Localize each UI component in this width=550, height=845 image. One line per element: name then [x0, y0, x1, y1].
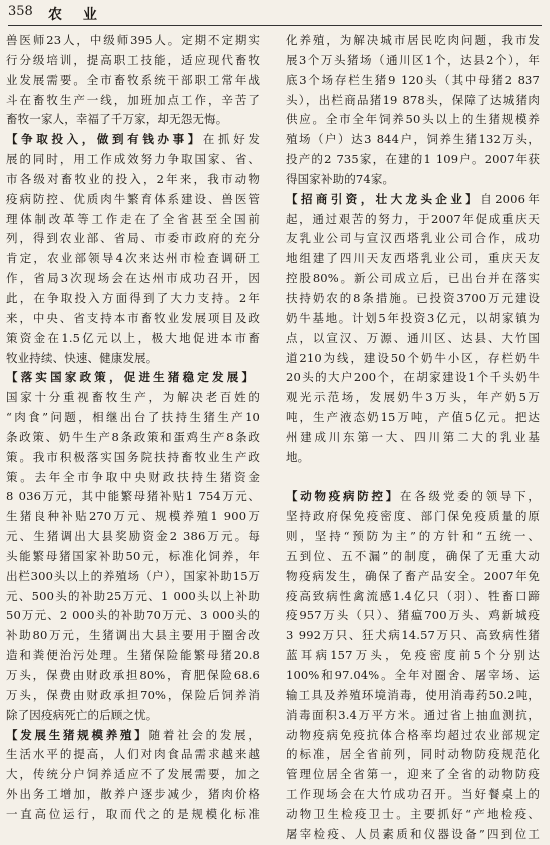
text-line [6, 388, 260, 408]
page-number: 358 [8, 4, 33, 19]
section-heading-line [6, 130, 260, 150]
text-line [6, 91, 260, 111]
line-text: 业发展需要。全市畜牧系统干部职工常年战 [6, 72, 260, 87]
text-line [6, 408, 260, 428]
line-text: 展的同时，用工作成效努力争取国家、省、 [6, 152, 260, 167]
line-text: 肯定，农业部领导4次来达州市检查调研工 [6, 251, 260, 266]
section-heading-line [6, 726, 260, 746]
text-line [6, 190, 260, 210]
line-text: 在抓好发 [202, 132, 260, 147]
text-line [286, 805, 540, 825]
text-line [6, 329, 260, 349]
line-text: 8 036万元，其中能繁母猪补贴1 754万元、 [6, 489, 260, 504]
line-text: 动物卫生检疫卫士。主要抓好“产地检疫、 [286, 806, 540, 821]
line-text: 斗在畜牧生产一线，加班加点工作，辛苦了 [6, 92, 260, 107]
text-line [286, 785, 540, 805]
text-line [286, 269, 540, 289]
line-text: 屠宰检疫、人员素质和仪器设备”四到位工 [286, 826, 540, 841]
line-text: 疫高致病性禽流感1.4亿只（羽）、牲畜口蹄 [286, 588, 540, 603]
text-line [286, 329, 540, 349]
line-text: 补助80万元，生猪调出大县主要用于圈舍改 [6, 628, 260, 643]
text-line [6, 567, 260, 587]
text-line [286, 289, 540, 309]
text-line [286, 309, 540, 329]
text-line [6, 626, 260, 646]
text-line [6, 170, 260, 190]
line-text: 自2006年 [480, 191, 540, 206]
text-line [286, 706, 540, 726]
line-text: 100%和97.04%。全年对圈舍、屠宰场、运 [286, 668, 540, 682]
text-line [6, 51, 260, 71]
line-text: 策。我市积极落实国务院扶持畜牧业生产政 [6, 449, 260, 464]
line-text: 畜牧一家人，幸福了千万家，却无怨无悔。 [6, 112, 228, 127]
text-line [6, 269, 260, 289]
text-line [6, 706, 260, 726]
line-text: 五到位、五不漏”的制度，确保了无重大动 [286, 548, 540, 563]
line-text: 地。 [286, 449, 310, 464]
text-line [6, 487, 260, 507]
text-line [6, 71, 260, 91]
line-text: 供应。全市全年饲养50头以上的生猪规模养 [286, 112, 540, 127]
line-text: 道210为线，建设50个奶牛小区，存栏奶牛 [286, 350, 540, 365]
text-line [286, 91, 540, 111]
line-text: 地组建了四川天友西塔乳业公司，重庆天友 [286, 251, 540, 266]
section-heading: 【发展生猪规模养殖】 [6, 727, 149, 742]
text-line [286, 745, 540, 765]
text-line [6, 587, 260, 607]
text-line [286, 567, 540, 587]
text-line [286, 349, 540, 369]
line-text: 条政策、奶牛生产8条政策和蛋鸡生产8条政 [6, 429, 260, 444]
text-line [286, 388, 540, 408]
text-line [286, 626, 540, 646]
line-text: 头能繁母猪国家补助50元，标准化饲养，年 [6, 548, 260, 563]
text-line [6, 805, 260, 825]
line-text: 万头，保费由财政承担80%，育肥保险68.6 [6, 668, 260, 682]
text-line [6, 785, 260, 805]
text-line [286, 428, 540, 448]
page-header [8, 4, 542, 24]
text-line [286, 448, 540, 468]
text-line [6, 349, 260, 369]
text-line [6, 765, 260, 785]
line-text: 奶牛基地。计划5年投资3亿元，以胡家镇为 [286, 310, 540, 325]
section-heading: 【争取投入，做到有钱办事】 [6, 132, 203, 147]
text-line [286, 408, 540, 428]
line-text: 吨，生产液态奶15万吨，产值5亿元。把达 [286, 410, 540, 425]
line-text: 随着社会的发展， [148, 727, 260, 742]
text-line [286, 606, 540, 626]
text-line [6, 289, 260, 309]
text-line [286, 249, 540, 269]
text-line [6, 606, 260, 626]
line-text: 外出务工增加，散养户逐步减少，猪肉价格 [6, 787, 260, 802]
line-text: 此，在争取投入方面得到了大力支持。2年 [6, 290, 260, 305]
line-text [256, 370, 260, 384]
line-text: 管理位居全省第一，迎来了全省的动物防疫 [286, 767, 540, 782]
line-text: 友乳业公司与宣汉西塔乳业公司合作，成功 [286, 231, 540, 246]
line-text: 行分级培训，提高职工技能，适应现代畜牧 [6, 52, 260, 67]
text-line [286, 51, 540, 71]
text-line [286, 368, 540, 388]
line-text: 疫957万头（只）、猪瘟700万头、鸡新城疫 [286, 608, 540, 623]
line-text: 坚持政府保免疫密度、部门保免疫质量的原 [286, 509, 540, 524]
left-column [6, 31, 260, 825]
text-line [6, 527, 260, 547]
text-line [6, 547, 260, 567]
text-line [286, 468, 540, 488]
line-text: 牧业持续、快速、健康发展。 [6, 350, 158, 365]
line-text: 投产的2 735家，在建的1 109户。2007年获 [286, 152, 540, 167]
section-heading-line [6, 368, 260, 388]
line-text: 来，中央、省支持本市畜牧业发展项目及政 [6, 310, 260, 325]
text-line [286, 229, 540, 249]
text-line [6, 229, 260, 249]
line-text: 作，省局3次现场会在达州市成功召开，因 [6, 271, 260, 286]
section-heading: 【动物疫病防控】 [286, 489, 401, 504]
section-title: 农 业 [48, 7, 105, 23]
line-text: 疫病防控、优质肉牛繁育体系建设、兽医管 [6, 191, 260, 206]
text-line [6, 468, 260, 488]
text-line [6, 507, 260, 527]
line-text: 元、生猪调出大县奖励资金2 386万元。每 [6, 529, 260, 544]
line-text: 殖场（户）达3 844户，饲养生猪132万头， [286, 132, 540, 147]
text-line [286, 646, 540, 666]
text-line [6, 448, 260, 468]
line-text: 得国家补助的74家。 [286, 171, 395, 186]
line-text: 兽医师23人，中级师395人。定期不定期实 [6, 33, 260, 47]
line-text: 则，坚持“预防为主”的方针和“五统一、 [286, 529, 540, 544]
line-text: 大，传统分户饲养适应不了发展需要，加之 [6, 767, 260, 782]
section-heading: 【招商引资，壮大龙头企业】 [286, 191, 481, 206]
text-line [286, 130, 540, 150]
text-line [286, 666, 540, 686]
text-line [6, 428, 260, 448]
line-text: 策。去年全市争取中央财政扶持生猪资金 [6, 469, 260, 484]
text-line [286, 210, 540, 230]
line-text: 化养殖，为解决城市居民吃肉问题，我市发 [286, 33, 540, 47]
text-line [286, 726, 540, 746]
line-text: 州建成川东第一大、四川第二大的乳业基 [286, 429, 540, 444]
text-line [286, 110, 540, 130]
text-line [6, 745, 260, 765]
text-line [6, 249, 260, 269]
section-heading: 【落实国家政策，促进生猪稳定发展】 [6, 370, 257, 385]
line-text: 蓝耳病157万头，免疫密度前5个分别达 [286, 648, 540, 663]
text-line [6, 110, 260, 130]
line-text: 扶持奶农的8条措施。已投资3700万元建设 [286, 290, 540, 305]
line-text: 造和粪便治污处理。生猪保险能繁母猪20.8 [6, 648, 260, 663]
line-text: 理体制改革等工作走在了全省甚至全国前 [6, 211, 260, 226]
line-text: 策资金在1.5亿元以上，极大地促进本市畜 [6, 330, 260, 345]
text-line [6, 686, 260, 706]
line-text: 起，通过艰苦的努力，于2007年促成重庆天 [286, 211, 540, 226]
line-text: 工作现场会在大竹成功召开。当好餐桌上的 [286, 787, 540, 802]
line-text: 观光示范场，发展奶牛3万头，年产奶5万 [286, 390, 540, 405]
text-line [6, 210, 260, 230]
line-text: 万头，保费由财政承担70%，保险后饲养消 [6, 687, 260, 702]
line-text: 生活水平的提高，人们对肉食品需求越来越 [6, 747, 260, 762]
text-line [6, 150, 260, 170]
line-text: 市各级对畜牧业的投入，2年来，我市动物 [6, 171, 260, 186]
text-line [286, 71, 540, 91]
text-line [286, 170, 540, 190]
line-text: 50万元、2 000头的补助70万元、3 000头的 [6, 608, 260, 623]
line-text: 控股80%。新公司成立后，已出台并在落实 [286, 271, 540, 286]
text-line [286, 547, 540, 567]
line-text: 出栏300头以上的养殖场（户），国家补助15万 [6, 568, 260, 583]
line-text: 头），出栏商品猪19 878头，保障了达城猪肉 [286, 92, 540, 107]
text-line [286, 825, 540, 845]
section-heading-line [286, 190, 540, 210]
line-text: 元、500头的补助25万元、1 000头以上补助 [6, 588, 260, 603]
line-text: 消毒面积3.4万平方米。通过省上抽血测抗， [286, 707, 540, 722]
text-line [6, 666, 260, 686]
line-text: 输工具及养殖环境消毒，使用消毒药50.2吨， [286, 687, 540, 702]
text-line [6, 309, 260, 329]
line-text: 一直高位运行，取而代之的是规模化标准 [6, 806, 260, 821]
line-text: 的标准，居全省前列，同时动物防疫规范化 [286, 747, 540, 762]
text-line [286, 31, 540, 51]
text-line [6, 31, 260, 51]
line-text: 列，得到农业部、省局、市委市政府的充分 [6, 231, 260, 246]
line-text [286, 470, 290, 484]
header-rule [8, 25, 542, 26]
line-text: 国家十分重视畜牧生产，为解决老百姓的 [6, 390, 260, 405]
line-text: 除了因疫病死亡的后顾之忧。 [6, 707, 158, 722]
text-line [286, 507, 540, 527]
line-text: 3 992万只、狂犬病14.57万只、高致病性猪 [286, 628, 540, 643]
text-line [286, 765, 540, 785]
line-text: 生猪良种补贴270万元、规模养殖1 900万 [6, 509, 260, 524]
text-line [286, 587, 540, 607]
line-text: 底3个场存栏生猪9 120头（其中母猪2 837 [286, 72, 540, 87]
line-text: 20头的大户200个，在胡家建设1个千头奶牛 [286, 370, 540, 385]
line-text: 动物疫病免疫抗体合格率均超过农业部规定 [286, 727, 540, 742]
right-column [286, 31, 540, 845]
line-text: 点，以宣汉、万源、通川区、达县、大竹国 [286, 330, 540, 345]
line-text: “肉食”问题，相继出台了扶持生猪生产10 [6, 410, 260, 425]
line-text: 物疫病发生，确保了畜产品安全。2007年免 [286, 568, 540, 583]
text-line [286, 527, 540, 547]
text-line [286, 150, 540, 170]
line-text: 展3个万头猪场（通川区1个，达县2个），年 [286, 52, 540, 67]
section-heading-line [286, 487, 540, 507]
line-text: 在各级党委的领导下， [400, 489, 540, 504]
text-line [286, 686, 540, 706]
text-line [6, 646, 260, 666]
